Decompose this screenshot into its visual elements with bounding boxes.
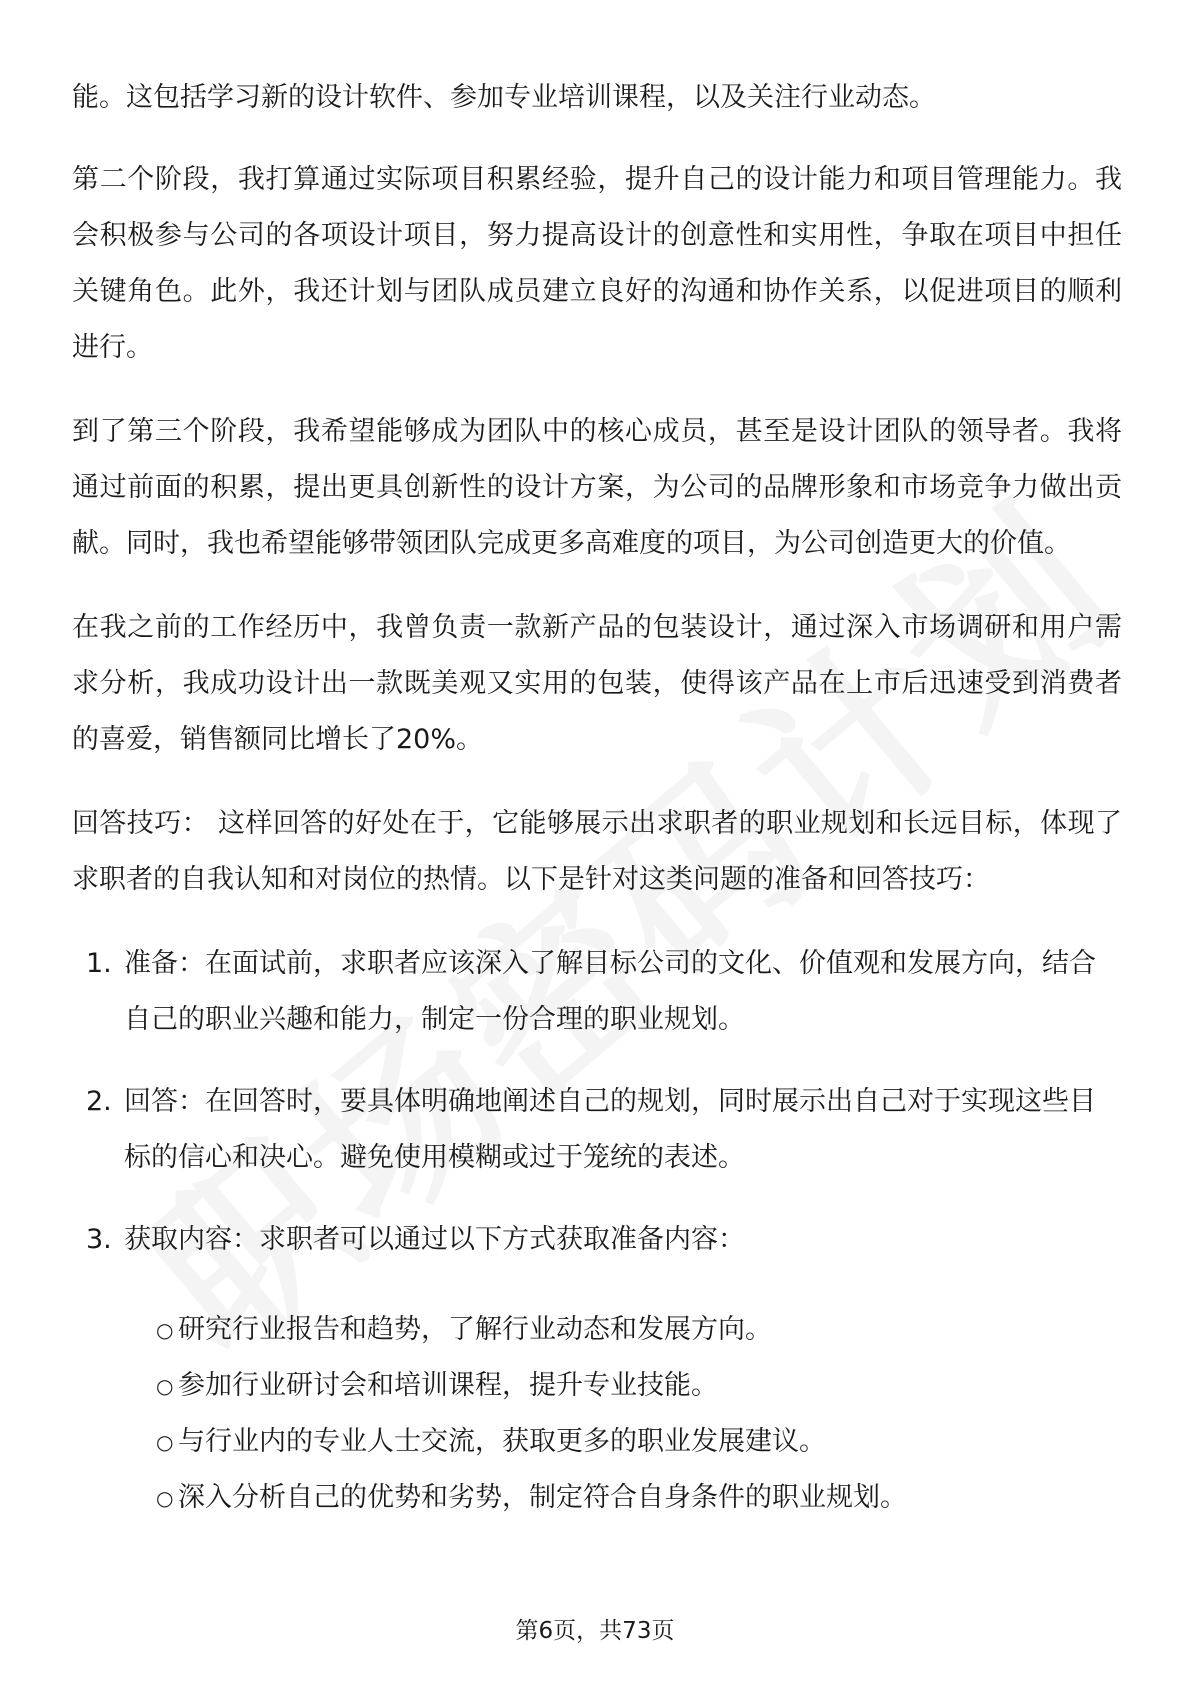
tip-number: 2.: [86, 1086, 112, 1117]
circle-bullet-icon: ○: [156, 1486, 174, 1510]
paragraph-answer-tips: 回答技巧： 这样回答的好处在于，它能够展示出求职者的职业规划和长远目标，体现了求职者的自我认知和对岗位的热情。以下是针对这类问题的准备和回答技巧：: [72, 808, 1122, 895]
page-content: [72, 70, 1122, 1552]
sub-item-text: 参加行业研讨会和培训课程，提升专业技能。: [178, 1370, 718, 1401]
tip-text: 回答：在回答时，要具体明确地阐述自己的规划，同时展示出自己对于实现这些目标的信心和决心。避免使用模糊或过于笼统的表述。: [124, 1086, 1096, 1173]
tip-number: 3.: [86, 1224, 112, 1255]
paragraph-stage-two: 第二个阶段，我打算通过实际项目积累经验，提升自己的设计能力和项目管理能力。我会积极参与公司的各项设计项目，努力提高设计的创意性和实用性，争取在项目中担任关键角色。此外，我还计划与团队成员建立良好的沟通和协作关系，以促进项目的顺利进行。: [72, 164, 1122, 363]
sub-item-text: 深入分析自己的优势和劣势，制定符合自身条件的职业规划。: [178, 1482, 907, 1513]
paragraph-continuation: 能。这包括学习新的设计软件、参加专业培训课程，以及关注行业动态。: [72, 82, 936, 113]
sub-item: [156, 1358, 1122, 1414]
tip-text: 准备：在面试前，求职者应该深入了解目标公司的文化、价值观和发展方向，结合自己的职业兴趣和能力，制定一份合理的职业规划。: [124, 948, 1096, 1035]
circle-bullet-icon: ○: [156, 1430, 174, 1454]
tips-list: [72, 936, 1122, 1526]
tip-item-prepare: [72, 936, 1122, 1048]
sub-item: [156, 1414, 1122, 1470]
tip-text: 获取内容：求职者可以通过以下方式获取准备内容：: [124, 1224, 745, 1255]
sub-list: [124, 1302, 1122, 1526]
sub-item: [156, 1302, 1122, 1358]
tip-item-answer: [72, 1074, 1122, 1186]
tip-number: 1.: [86, 948, 112, 979]
sub-item-text: 研究行业报告和趋势，了解行业动态和发展方向。: [178, 1314, 772, 1345]
sub-item-text: 与行业内的专业人士交流，获取更多的职业发展建议。: [178, 1426, 826, 1457]
paragraph-stage-three: 到了第三个阶段，我希望能够成为团队中的核心成员，甚至是设计团队的领导者。我将通过前面的积累，提出更具创新性的设计方案，为公司的品牌形象和市场竞争力做出贡献。同时，我也希望能够带领团队完成更多高难度的项目，为公司创造更大的价值。: [72, 416, 1122, 559]
page-number-footer: 第6页，共73页: [515, 1618, 675, 1644]
circle-bullet-icon: ○: [156, 1374, 174, 1398]
paragraph-experience: 在我之前的工作经历中，我曾负责一款新产品的包装设计，通过深入市场调研和用户需求分析，我成功设计出一款既美观又实用的包装，使得该产品在上市后迅速受到消费者的喜爱，销售额同比增长了20%。: [72, 612, 1122, 755]
tip-item-content: [72, 1212, 1122, 1526]
sub-item: [156, 1470, 1122, 1526]
circle-bullet-icon: ○: [156, 1318, 174, 1342]
